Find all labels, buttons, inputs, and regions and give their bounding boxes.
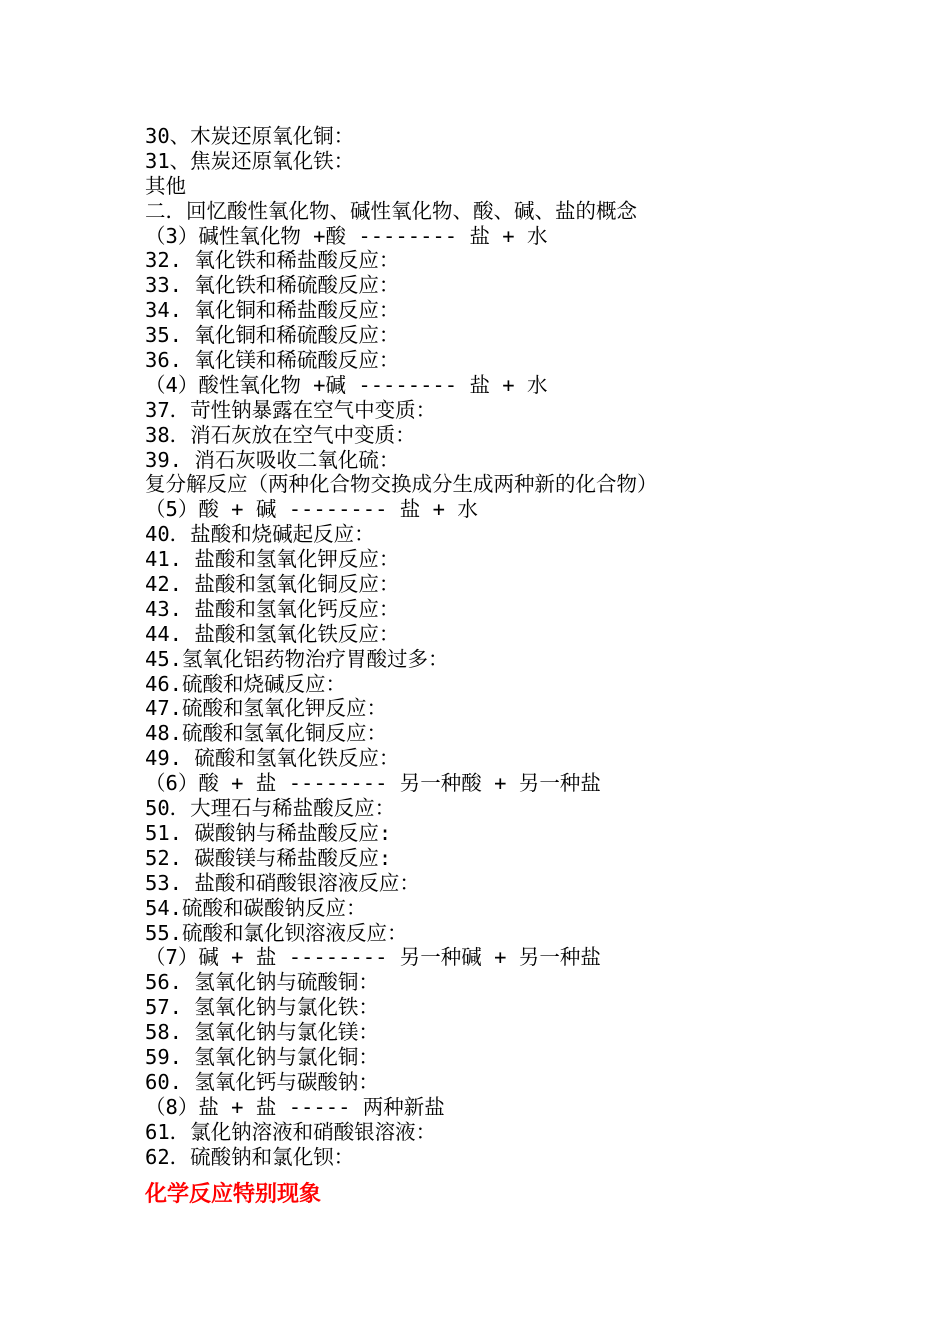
document-line: 57. 氢氧化钠与氯化铁：	[145, 995, 379, 1020]
document-line: （7）碱 + 盐 -------- 另一种碱 + 另一种盐	[145, 945, 601, 970]
document-line: 50．大理石与稀盐酸反应：	[145, 796, 396, 821]
document-line: （4）酸性氧化物 +碱 -------- 盐 + 水	[145, 372, 548, 397]
document-line: 39. 消石灰吸收二氧化硫：	[145, 447, 400, 472]
document-line: （5）酸 + 碱 -------- 盐 + 水	[145, 497, 478, 522]
document-line: 61．氯化钠溶液和硝酸银溶液：	[145, 1119, 437, 1144]
document-line: 35. 氧化铜和稀硫酸反应：	[145, 323, 400, 348]
document-line: 40．盐酸和烧碱起反应：	[145, 522, 375, 547]
document-line: 其他	[145, 173, 186, 198]
document-line: 33. 氧化铁和稀硫酸反应：	[145, 273, 400, 298]
section-heading-special-phenomena: 化学反应特别现象	[145, 1182, 322, 1207]
document-line: 59. 氢氧化钠与氯化铜：	[145, 1044, 379, 1069]
document-line: 58. 氢氧化钠与氯化镁：	[145, 1020, 379, 1045]
document-line: 60. 氢氧化钙与碳酸钠：	[145, 1069, 379, 1094]
document-line: 复分解反应（两种化合物交换成分生成两种新的化合物）	[145, 472, 658, 497]
document-line: 55.硫酸和氯化钡溶液反应：	[145, 920, 408, 945]
document-line: 43. 盐酸和氢氧化钙反应：	[145, 596, 400, 621]
document-line: 49. 硫酸和氢氧化铁反应：	[145, 746, 400, 771]
document-line: 48.硫酸和氢氧化铜反应：	[145, 721, 388, 746]
document-line: 36. 氧化镁和稀硫酸反应：	[145, 348, 400, 373]
document-line: 45.氢氧化铝药物治疗胃酸过多：	[145, 646, 449, 671]
document-line: 37．苛性钠暴露在空气中变质：	[145, 397, 437, 422]
document-line: 44. 盐酸和氢氧化铁反应：	[145, 621, 400, 646]
document-line: 34. 氧化铜和稀盐酸反应：	[145, 298, 400, 323]
document-line: 62．硫酸钠和氯化钡：	[145, 1144, 355, 1169]
document-line: 53. 盐酸和硝酸银溶液反应：	[145, 870, 420, 895]
document-line: 47.硫酸和氢氧化钾反应：	[145, 696, 388, 721]
document-line: 31、焦炭还原氧化铁：	[145, 148, 355, 173]
document-line: 51. 碳酸钠与稀盐酸反应:	[145, 820, 392, 845]
document-line: 32. 氧化铁和稀盐酸反应：	[145, 248, 400, 273]
document-line: （3）碱性氧化物 +酸 -------- 盐 + 水	[145, 223, 548, 248]
document-line: 30、木炭还原氧化铜：	[145, 124, 355, 148]
document-line: （8）盐 + 盐 ----- 两种新盐	[145, 1094, 445, 1119]
document-line: 56. 氢氧化钠与硫酸铜：	[145, 970, 379, 995]
document-line: 54.硫酸和碳酸钠反应：	[145, 895, 367, 920]
reaction-list	[145, 124, 885, 1169]
document-line: 二．回忆酸性氧化物、碱性氧化物、酸、碱、盐的概念	[145, 198, 637, 223]
document-line: 41. 盐酸和氢氧化钾反应：	[145, 547, 400, 572]
document-line: （6）酸 + 盐 -------- 另一种酸 + 另一种盐	[145, 771, 601, 796]
document-line: 38．消石灰放在空气中变质：	[145, 422, 416, 447]
document-line: 42. 盐酸和氢氧化铜反应：	[145, 572, 400, 597]
document-line: 52. 碳酸镁与稀盐酸反应:	[145, 845, 392, 870]
document-line: 46.硫酸和烧碱反应：	[145, 671, 347, 696]
